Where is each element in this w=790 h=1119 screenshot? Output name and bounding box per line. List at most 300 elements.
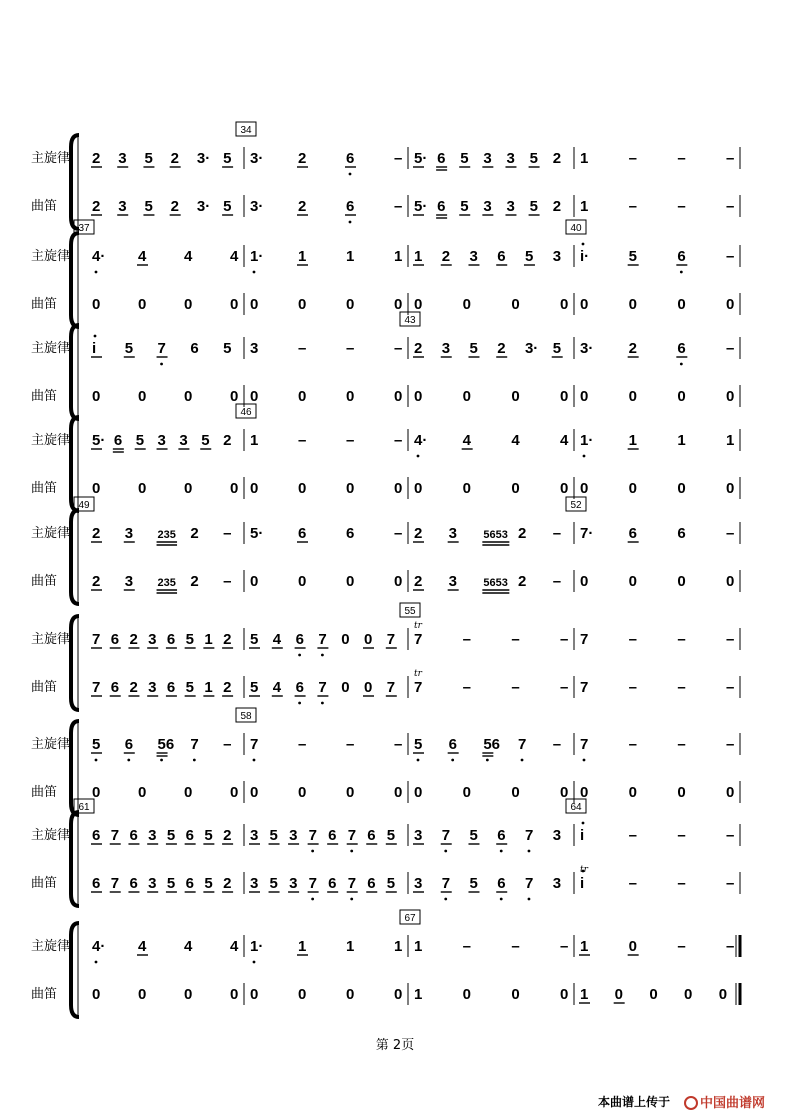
note: 0 — [677, 480, 686, 497]
part-name: 曲笛 — [31, 987, 58, 1002]
note: 5 — [185, 679, 194, 696]
note: 2 — [518, 573, 527, 590]
note: 2 — [441, 248, 451, 265]
note: 0 — [250, 388, 259, 405]
low-octave-dot — [311, 898, 314, 901]
low-octave-dot — [95, 759, 98, 762]
note: – — [552, 736, 562, 753]
note: 3 — [483, 198, 492, 215]
note: 5 — [460, 150, 469, 167]
note: 2 — [518, 525, 527, 542]
note: 7 — [524, 827, 534, 844]
note: 5 — [250, 679, 259, 696]
low-octave-dot — [95, 961, 98, 964]
note: 7 — [580, 736, 589, 753]
note: 1 — [677, 432, 686, 449]
note: 0 — [511, 388, 520, 405]
note: 2 — [414, 573, 423, 590]
logo-text: 中国曲谱网 — [700, 1096, 766, 1111]
note: – — [726, 938, 735, 955]
note: 7 — [110, 827, 120, 844]
note: 0 — [560, 986, 569, 1003]
note: – — [552, 525, 562, 542]
note: 235 — [157, 577, 176, 589]
note: 5· — [414, 150, 428, 167]
note: 7 — [318, 679, 327, 696]
note: – — [726, 525, 735, 542]
note: 0 — [649, 986, 658, 1003]
note: 0 — [511, 986, 520, 1003]
part-name: 曲笛 — [31, 876, 58, 891]
note: 6 — [328, 827, 337, 844]
note: – — [677, 679, 686, 696]
note: 6 — [367, 875, 376, 892]
note: 3 — [118, 150, 127, 167]
note: 0 — [298, 480, 307, 497]
note: 5 — [166, 875, 176, 892]
note: – — [298, 432, 307, 449]
note: 4 — [230, 248, 239, 265]
note: 0 — [726, 573, 735, 590]
note: – — [394, 736, 403, 753]
note: 0 — [184, 784, 193, 801]
part-name: 曲笛 — [31, 297, 58, 312]
note: 0 — [560, 296, 569, 313]
note: 6 — [497, 827, 506, 844]
note: 1 — [414, 986, 423, 1003]
note: – — [560, 631, 569, 648]
note: 0 — [230, 388, 239, 405]
low-octave-dot — [417, 455, 420, 458]
low-octave-dot — [680, 363, 683, 366]
note: 0 — [346, 986, 355, 1003]
note: 5 — [552, 340, 562, 357]
note: 0 — [394, 480, 403, 497]
note: 3 — [179, 432, 188, 449]
note: 1 — [204, 679, 213, 696]
note: – — [346, 432, 355, 449]
part-name: 曲笛 — [31, 481, 58, 496]
low-octave-dot — [583, 455, 586, 458]
note: 2 — [298, 150, 307, 167]
note: 0 — [628, 938, 638, 955]
low-octave-dot — [321, 702, 324, 705]
note: 5653 — [483, 577, 508, 589]
note: – — [346, 736, 355, 753]
note: 5 — [223, 198, 232, 215]
note: 6 — [346, 525, 355, 542]
part-name: 主旋律 — [31, 151, 71, 166]
note: 0 — [346, 480, 355, 497]
note: 3 — [289, 875, 298, 892]
note: 6 — [185, 875, 194, 892]
note: 0 — [511, 784, 520, 801]
note: 2 — [92, 573, 101, 590]
note: 1· — [250, 248, 264, 265]
measure-number: 49 — [78, 500, 90, 511]
measure-number: 46 — [240, 407, 252, 418]
note: 4· — [92, 938, 106, 955]
note: 1 — [298, 248, 307, 265]
note: 6 — [124, 736, 134, 753]
note: 6 — [166, 631, 176, 648]
low-octave-dot — [160, 363, 163, 366]
note: – — [511, 679, 520, 696]
part-name: 曲笛 — [31, 199, 58, 214]
note: 5 — [166, 827, 176, 844]
low-octave-dot — [350, 898, 353, 901]
low-octave-dot — [444, 898, 447, 901]
note: 7 — [518, 736, 527, 753]
note: – — [394, 340, 403, 357]
note: – — [628, 198, 638, 215]
note: 0 — [92, 986, 101, 1003]
note: 2 — [129, 679, 138, 696]
note: 6 — [437, 198, 446, 215]
note: 0 — [511, 296, 520, 313]
note: i· — [580, 248, 590, 265]
note: – — [677, 198, 686, 215]
note: – — [726, 248, 735, 265]
note: – — [462, 679, 472, 696]
note: 56 — [157, 736, 175, 753]
measure-number: 55 — [404, 606, 416, 617]
note: – — [552, 573, 562, 590]
note: 2 — [414, 525, 423, 542]
note: – — [677, 938, 686, 955]
note: 0 — [677, 388, 686, 405]
note: 0 — [560, 388, 569, 405]
note: 6 — [346, 150, 355, 167]
note: 4 — [462, 432, 472, 449]
low-octave-dot — [160, 759, 163, 762]
note: 7 — [190, 736, 199, 753]
note: 0 — [394, 784, 403, 801]
note: 1 — [346, 938, 355, 955]
note: 5653 — [483, 529, 508, 541]
note: 0 — [184, 986, 193, 1003]
note: 2 — [497, 340, 506, 357]
note: 2 — [298, 198, 307, 215]
note: 0 — [394, 986, 403, 1003]
note: 7 — [308, 875, 317, 892]
note: – — [628, 736, 638, 753]
low-octave-dot — [253, 759, 256, 762]
note: – — [560, 938, 569, 955]
note: 3 — [289, 827, 298, 844]
measure-number: 64 — [570, 802, 582, 813]
note: 5 — [386, 827, 396, 844]
note: 7 — [386, 631, 396, 648]
part-name: 主旋律 — [31, 433, 71, 448]
low-octave-dot — [444, 850, 447, 853]
note: 5 — [469, 875, 478, 892]
note: 0 — [92, 388, 101, 405]
part-name: 主旋律 — [31, 526, 71, 541]
low-octave-dot — [521, 759, 524, 762]
note: 0 — [298, 388, 307, 405]
note: 0 — [684, 986, 693, 1003]
note: 2 — [223, 875, 232, 892]
note: – — [511, 938, 520, 955]
site-logo — [684, 1092, 765, 1111]
note: 0 — [726, 784, 735, 801]
note: 0 — [341, 679, 350, 696]
note: 6 — [677, 248, 686, 265]
note: 3 — [441, 340, 451, 357]
note: 3 — [469, 248, 478, 265]
note: 0 — [677, 296, 686, 313]
note: 1 — [580, 198, 589, 215]
note: 3 — [148, 679, 157, 696]
low-octave-dot — [349, 173, 352, 176]
note: 0 — [580, 296, 589, 313]
note: 5 — [204, 827, 213, 844]
note: 2 — [223, 679, 232, 696]
note: 0 — [184, 388, 193, 405]
note: 3 — [448, 573, 458, 590]
note: 2 — [552, 150, 562, 167]
note: 6 — [437, 150, 446, 167]
note: 56 — [483, 736, 501, 753]
note: 0 — [346, 784, 355, 801]
note: 0 — [394, 573, 403, 590]
note: 3· — [196, 198, 211, 215]
note: 4· — [414, 432, 428, 449]
note: 4 — [184, 248, 193, 265]
note: – — [726, 631, 735, 648]
note: 7 — [441, 827, 451, 844]
note: 5 — [414, 736, 423, 753]
note: 3 — [148, 827, 157, 844]
note: 6 — [497, 248, 506, 265]
part-name: 曲笛 — [31, 574, 58, 589]
note: – — [394, 525, 403, 542]
part-name: 主旋律 — [31, 737, 71, 752]
note: 6 — [185, 827, 194, 844]
note: – — [298, 340, 307, 357]
note: 0 — [580, 573, 589, 590]
measure-number: 37 — [78, 223, 90, 234]
note: 2 — [190, 525, 199, 542]
note: – — [726, 340, 735, 357]
part-name: 主旋律 — [31, 632, 71, 647]
low-octave-dot — [193, 759, 196, 762]
note: i — [580, 827, 585, 844]
note: 1· — [580, 432, 594, 449]
low-octave-dot — [417, 759, 420, 762]
note: 6 — [448, 736, 458, 753]
note: 0 — [726, 388, 735, 405]
note: 0 — [462, 784, 472, 801]
note: 0 — [250, 573, 259, 590]
note: 4 — [560, 432, 569, 449]
note: 5 — [269, 875, 278, 892]
note: 7 — [347, 875, 357, 892]
note: 1 — [580, 150, 589, 167]
note: 1 — [414, 248, 423, 265]
note: 3 — [552, 248, 562, 265]
note: 7 — [92, 679, 101, 696]
note: 0 — [726, 296, 735, 313]
note: 7 — [386, 679, 396, 696]
note: 3 — [157, 432, 166, 449]
low-octave-dot — [127, 759, 130, 762]
note: 0 — [364, 631, 373, 648]
note: 1 — [580, 938, 589, 955]
note: 2 — [92, 198, 101, 215]
note: – — [677, 827, 686, 844]
note: 0 — [677, 784, 686, 801]
note: 7 — [318, 631, 327, 648]
note: 5 — [529, 198, 538, 215]
page-number: 第 2页 — [375, 1038, 415, 1053]
note: 6 — [129, 875, 138, 892]
note: 0 — [230, 480, 239, 497]
note: 6 — [367, 827, 376, 844]
note: 4 — [272, 679, 282, 696]
note: 5· — [92, 432, 106, 449]
note: – — [346, 340, 355, 357]
note: 0 — [394, 388, 403, 405]
low-octave-dot — [451, 759, 454, 762]
high-octave-dot — [582, 822, 585, 825]
note: 3 — [552, 875, 562, 892]
note: 0 — [462, 388, 472, 405]
note: 1 — [726, 432, 735, 449]
note: – — [223, 736, 232, 753]
note: 0 — [726, 480, 735, 497]
note: 2 — [92, 525, 101, 542]
low-octave-dot — [350, 850, 353, 853]
note: 1 — [394, 248, 403, 265]
measure-number: 61 — [78, 802, 90, 813]
measure-number: 40 — [570, 223, 582, 234]
note: 1 — [298, 938, 307, 955]
note: 0 — [346, 388, 355, 405]
note: – — [677, 631, 686, 648]
note: 6 — [129, 827, 138, 844]
note: 7 — [580, 679, 589, 696]
note: – — [726, 827, 735, 844]
note: 0 — [250, 986, 259, 1003]
low-octave-dot — [583, 759, 586, 762]
note: 0 — [462, 296, 472, 313]
part-name: 曲笛 — [31, 680, 58, 695]
note: – — [394, 432, 403, 449]
note: 0 — [250, 784, 259, 801]
note: 2 — [190, 573, 199, 590]
note: 3 — [552, 827, 562, 844]
note: – — [726, 875, 735, 892]
note: 0 — [184, 480, 193, 497]
note: 0 — [628, 784, 638, 801]
note: 3 — [124, 573, 134, 590]
note: 4 — [511, 432, 520, 449]
low-octave-dot — [311, 850, 314, 853]
note: 0 — [580, 784, 589, 801]
part-name: 主旋律 — [31, 341, 71, 356]
note: – — [726, 679, 735, 696]
note: 0 — [138, 388, 147, 405]
note: i — [92, 340, 97, 357]
note: 0 — [298, 784, 307, 801]
note: 5 — [460, 198, 469, 215]
part-name: 主旋律 — [31, 828, 71, 843]
low-octave-dot — [486, 759, 489, 762]
note: 5 — [223, 150, 232, 167]
note: 0 — [364, 679, 373, 696]
note: 6 — [92, 827, 101, 844]
note: 6 — [497, 875, 506, 892]
note: 6 — [677, 340, 686, 357]
note: 0 — [628, 388, 638, 405]
note: 7 — [157, 340, 166, 357]
note: 235 — [157, 529, 176, 541]
note: 3 — [250, 340, 259, 357]
note: – — [726, 150, 735, 167]
note: 0 — [580, 480, 589, 497]
note: 3 — [148, 631, 157, 648]
note: 2 — [414, 340, 423, 357]
part-name: 曲笛 — [31, 389, 58, 404]
note: 4 — [138, 248, 147, 265]
note: 0 — [511, 480, 520, 497]
note: 3· — [524, 340, 539, 357]
note: 7 — [92, 631, 101, 648]
low-octave-dot — [298, 654, 301, 657]
note: 6 — [346, 198, 355, 215]
part-name: 主旋律 — [31, 939, 71, 954]
note: 0 — [298, 296, 307, 313]
note: 0 — [250, 480, 259, 497]
note: 5 — [250, 631, 259, 648]
low-octave-dot — [349, 221, 352, 224]
note: – — [677, 150, 686, 167]
note: 1 — [394, 938, 403, 955]
note: – — [394, 198, 403, 215]
note: 5 — [135, 432, 145, 449]
note: – — [298, 736, 307, 753]
part-name: 主旋律 — [31, 249, 71, 264]
note: 3· — [250, 198, 264, 215]
note: 5 — [204, 875, 213, 892]
note: 3 — [483, 150, 492, 167]
low-octave-dot — [680, 271, 683, 274]
note: 0 — [92, 296, 101, 313]
trill-mark: tr — [414, 621, 422, 631]
note: 1 — [250, 432, 259, 449]
note: 0 — [138, 784, 147, 801]
note: 7 — [308, 827, 317, 844]
note: 1 — [628, 432, 638, 449]
note: 2 — [129, 631, 138, 648]
note: 7 — [250, 736, 259, 753]
upload-credit: 本曲谱上传于 — [598, 1095, 671, 1109]
note: 0 — [614, 986, 624, 1003]
note: 4 — [138, 938, 147, 955]
low-octave-dot — [298, 702, 301, 705]
note: 1 — [414, 938, 423, 955]
note: 0 — [346, 296, 355, 313]
note: 5 — [529, 150, 538, 167]
note: 0 — [298, 573, 307, 590]
note: 3 — [250, 827, 259, 844]
note: 5 — [628, 248, 638, 265]
note: 7 — [524, 875, 534, 892]
note: 5 — [185, 631, 194, 648]
note: 0 — [92, 480, 101, 497]
